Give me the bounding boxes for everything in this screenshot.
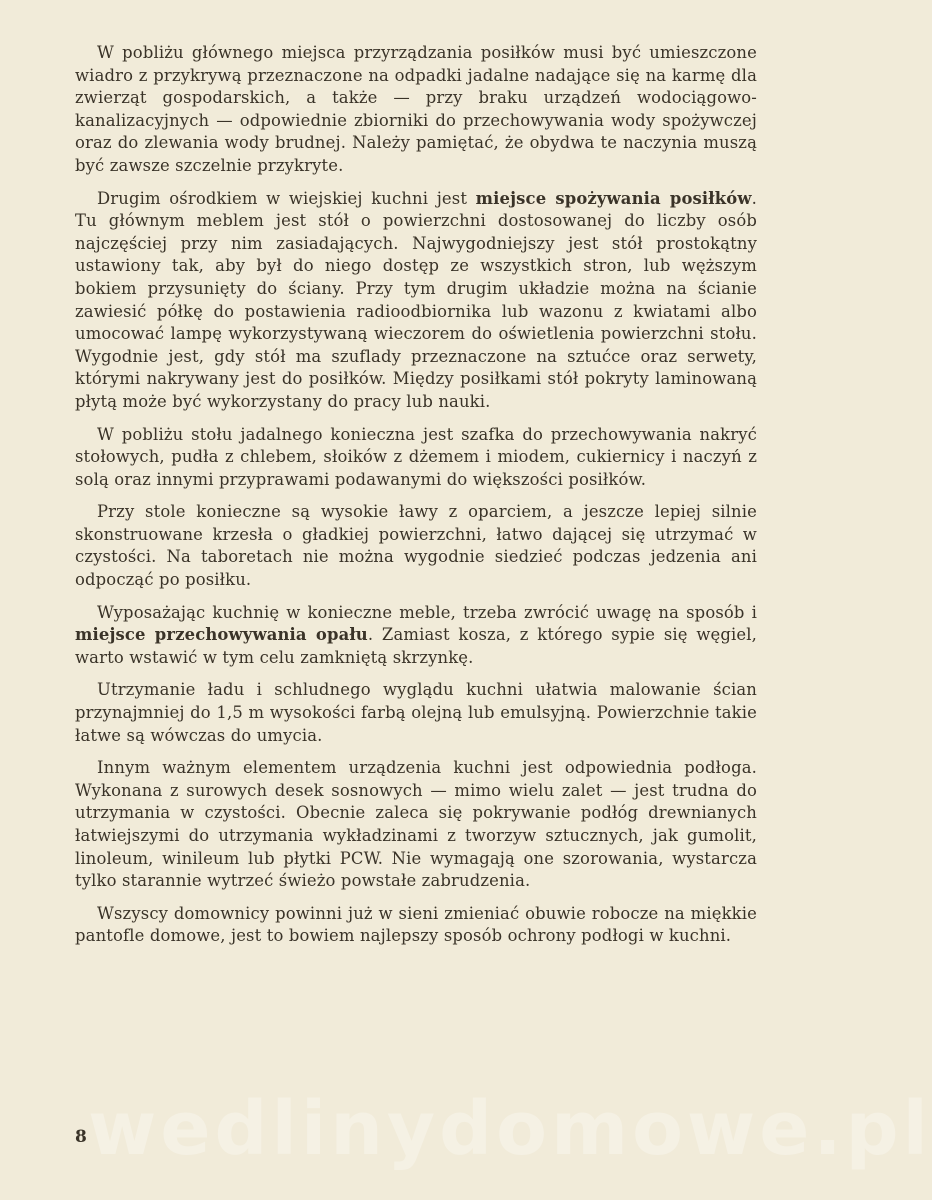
paragraph [75,602,757,670]
paragraph [75,679,757,747]
watermark: wedlinydomowe.pl [88,1086,932,1172]
text-run: W pobliżu stołu jadalnego konieczna jest szafka do przechowywania nakryć stołowych, pudła z chlebem, słoików z dżemem i miodem, cukiernicy i naczyń z solą oraz innymi przyprawami podawanymi do większości posiłków. [75,424,757,489]
text-run: Wszyscy domownicy powinni już w sieni zmieniać obuwie robocze na miękkie pantofle domowe, jest to bowiem najlepszy sposób ochrony podłogi w kuchni. [75,903,757,946]
paragraph [75,757,757,893]
paragraph [75,501,757,591]
text-run: Utrzymanie ładu i schludnego wyglądu kuchni ułatwia malowanie ścian przynajmniej do 1,5 m wysokości farbą olejną lub emulsyjną. Powierzchnie takie łatwe są wówczas do umycia. [75,680,757,745]
text-run: Wyposażając kuchnię w konieczne meble, trzeba zwrócić uwagę na sposób i [97,602,757,622]
text-run: Drugim ośrodkiem w wiejskiej kuchni jest [97,188,476,208]
page-number: 8 [75,1127,87,1147]
text-run: . Zamiast kosza, z którego sypie się węgiel, warto wstawić w tym celu zamkniętą skrzynkę. [75,625,758,667]
bold-term: miejsce spożywania posiłków [475,188,752,208]
bold-term: miejsce przechowywania opału [75,625,368,645]
text-run: Innym ważnym elementem urządzenia kuchni jest odpowiednia podłoga. Wykonana z surowych desek sosnowych — mimo wielu zalet — jest trudna do utrzymania w czystości. Obecnie zaleca się pokrywanie podłóg drewnianych łatwiejszymi do utrzymania wykładzinami z tworzyw sztucznych, jak gumolit, linoleum, winileum lub płytki PCW. Nie wymagają one szorowania, wystarcza tylko starannie wytrzeć świeżo powstałe zabrudzenia. [75,758,757,891]
text-run: . Tu głównym meblem jest stół o powierzchni dostosowanej do liczby osób najczęściej przy nim zasiadających. Najwygodniejszy jest stół prostokątny ustawiony tak, aby był do niego dostęp ze wszystkich stron, lub węższym bokiem przysunięty do ściany. Przy tym drugim układzie można na ścianie zawiesić półkę do postawienia radioodbiornika lub wazonu z kwiatami albo umocować lampę wykorzystywaną wieczorem do oświetlenia powierzchni stołu. Wygodnie jest, gdy stół ma szuflady przeznaczone na sztućce oraz serwety, którymi nakrywany jest do posiłków. Między posiłkami stół pokryty laminowaną płytą może być wykorzystany do pracy lub nauki. [75,188,757,411]
paragraph [75,424,757,492]
body-text [75,42,757,958]
paragraph [75,903,757,948]
paragraph [75,42,757,178]
text-run: Przy stole konieczne są wysokie ławy z oparciem, a jeszcze lepiej silnie skonstruowane krzesła o gładkiej powierzchni, łatwo dającej się utrzymać w czystości. Na taboretach nie można wygodnie siedzieć podczas jedzenia ani odpocząć po posiłku. [75,502,757,590]
paragraph [75,188,757,414]
text-run: W pobliżu głównego miejsca przyrządzania posiłków musi być umieszczone wiadro z przykrywą przeznaczone na odpadki jadalne nadające się na karmę dla zwierząt gospodarskich, a także — przy braku urządzeń wodociągowo-kanalizacyjnych — odpowiednie zbiorniki do przechowywania wody spożywczej oraz do zlewania wody brudnej. Należy pamiętać, że obydwa te naczynia muszą być zawsze szczelnie przykryte. [75,43,757,175]
